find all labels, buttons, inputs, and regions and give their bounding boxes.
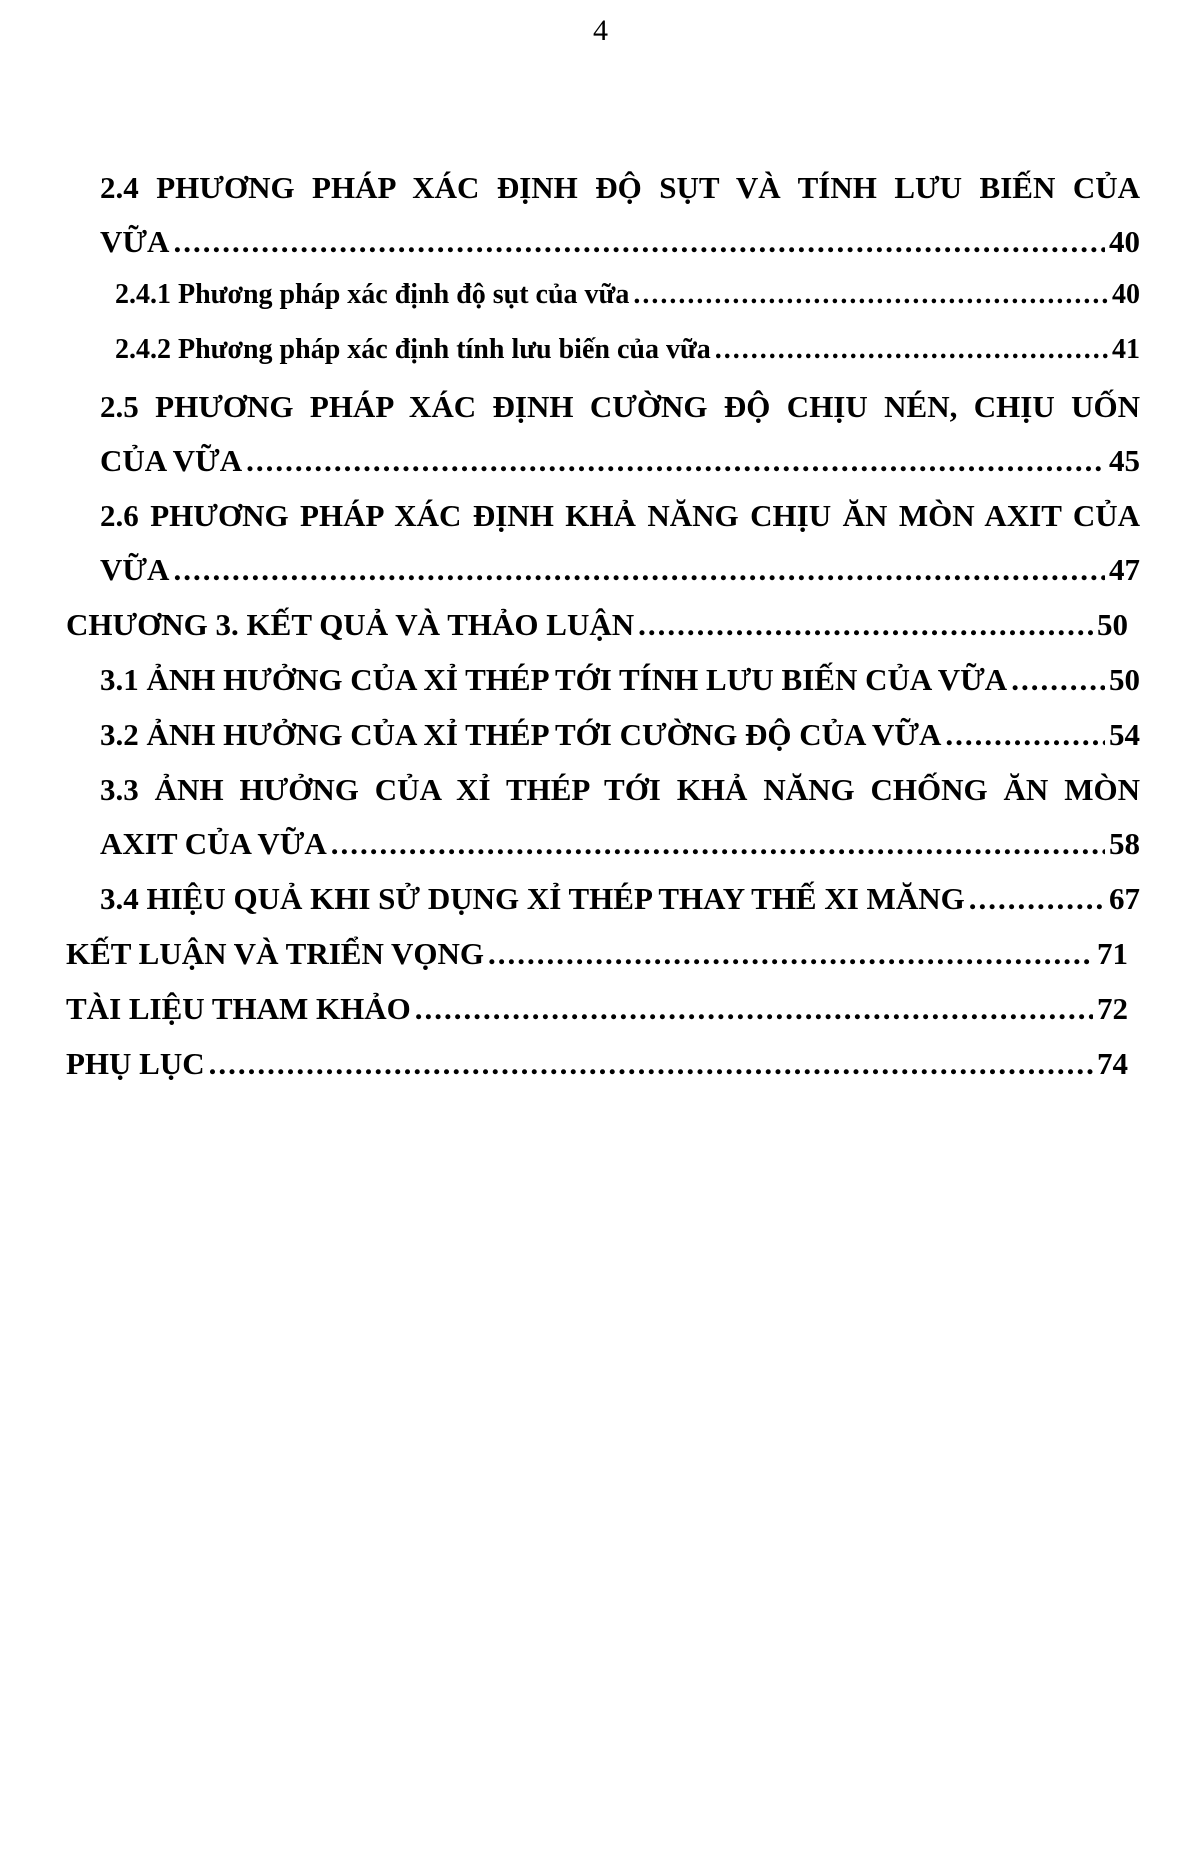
toc-entry-title-line: 2.6 PHƯƠNG PHÁP XÁC ĐỊNH KHẢ NĂNG CHỊU ĂN MÒN AXIT CỦA <box>100 498 1140 533</box>
toc-entry[interactable] <box>66 607 1128 647</box>
toc-entry-title-line: 2.4 PHƯƠNG PHÁP XÁC ĐỊNH ĐỘ SỤT VÀ TÍNH LƯU BIẾN CỦA <box>100 170 1140 205</box>
dot-leader <box>969 881 1105 917</box>
toc-entry-title: 2.4.2 Phương pháp xác định tính lưu biến của vữa <box>115 334 711 365</box>
toc-entry[interactable] <box>100 389 1140 483</box>
toc-entry[interactable] <box>115 334 1140 374</box>
toc-entry-page-number: 54 <box>1109 717 1140 752</box>
toc-entry-page-number: 72 <box>1097 991 1128 1026</box>
dot-leader <box>331 826 1105 862</box>
toc-entry[interactable] <box>100 717 1140 757</box>
toc-entry-page-number: 58 <box>1109 826 1140 861</box>
page-number: 4 <box>593 14 608 47</box>
toc-entry-title: 3.4 HIỆU QUẢ KHI SỬ DỤNG XỈ THÉP THAY THẾ XI MĂNG <box>100 881 965 916</box>
toc-entry-title: CHƯƠNG 3. KẾT QUẢ VÀ THẢO LUẬN <box>66 607 635 642</box>
toc-entry-title-line: 2.5 PHƯƠNG PHÁP XÁC ĐỊNH CƯỜNG ĐỘ CHỊU NÉN, CHỊU UỐN <box>100 389 1140 424</box>
toc-entry[interactable] <box>100 498 1140 592</box>
toc-entry-title: CỦA VỮA <box>100 443 243 478</box>
dot-leader <box>488 936 1093 972</box>
toc-entry-page-number: 71 <box>1097 936 1128 971</box>
toc-entry[interactable] <box>66 1046 1128 1086</box>
dot-leader <box>173 552 1105 588</box>
dot-leader <box>246 443 1105 479</box>
dot-leader <box>715 334 1108 366</box>
toc-entry[interactable] <box>100 170 1140 264</box>
dot-leader <box>415 991 1093 1027</box>
dot-leader <box>638 607 1093 643</box>
dot-leader <box>945 717 1105 753</box>
toc-entry-title: TÀI LIỆU THAM KHẢO <box>66 991 411 1026</box>
toc-entry[interactable] <box>100 772 1140 866</box>
toc-entry-title: VỮA <box>100 552 170 587</box>
toc-entry-page-number: 45 <box>1109 443 1140 478</box>
toc-entry-title: 3.2 ẢNH HƯỞNG CỦA XỈ THÉP TỚI CƯỜNG ĐỘ CỦA VỮA <box>100 717 942 752</box>
dot-leader <box>209 1046 1093 1082</box>
toc-entry-page-number: 41 <box>1112 334 1140 365</box>
toc-entry-title: AXIT CỦA VỮA <box>100 826 327 861</box>
table-of-contents <box>0 170 1201 1101</box>
dot-leader <box>633 279 1108 311</box>
toc-entry-page-number: 40 <box>1109 224 1140 259</box>
toc-entry-page-number: 67 <box>1109 881 1140 916</box>
toc-entry-page-number: 47 <box>1109 552 1140 587</box>
toc-entry-title: VỮA <box>100 224 170 259</box>
toc-entry[interactable] <box>66 936 1128 976</box>
toc-entry-title: 2.4.1 Phương pháp xác định độ sụt của vữa <box>115 279 630 310</box>
toc-entry[interactable] <box>100 881 1140 921</box>
dot-leader <box>173 224 1105 260</box>
toc-entry-page-number: 50 <box>1097 607 1128 642</box>
toc-entry-page-number: 74 <box>1097 1046 1128 1081</box>
dot-leader <box>1011 662 1105 698</box>
toc-entry-title: KẾT LUẬN VÀ TRIỂN VỌNG <box>66 936 485 971</box>
toc-entry-title: PHỤ LỤC <box>66 1046 205 1081</box>
toc-entry[interactable] <box>66 991 1128 1031</box>
toc-entry-page-number: 40 <box>1112 279 1140 310</box>
toc-entry[interactable] <box>115 279 1140 319</box>
toc-entry-title-line: 3.3 ẢNH HƯỞNG CỦA XỈ THÉP TỚI KHẢ NĂNG CHỐNG ĂN MÒN <box>100 772 1140 807</box>
toc-entry-page-number: 50 <box>1109 662 1140 697</box>
toc-entry-title: 3.1 ẢNH HƯỞNG CỦA XỈ THÉP TỚI TÍNH LƯU BIẾN CỦA VỮA <box>100 662 1008 697</box>
toc-entry[interactable] <box>100 662 1140 702</box>
